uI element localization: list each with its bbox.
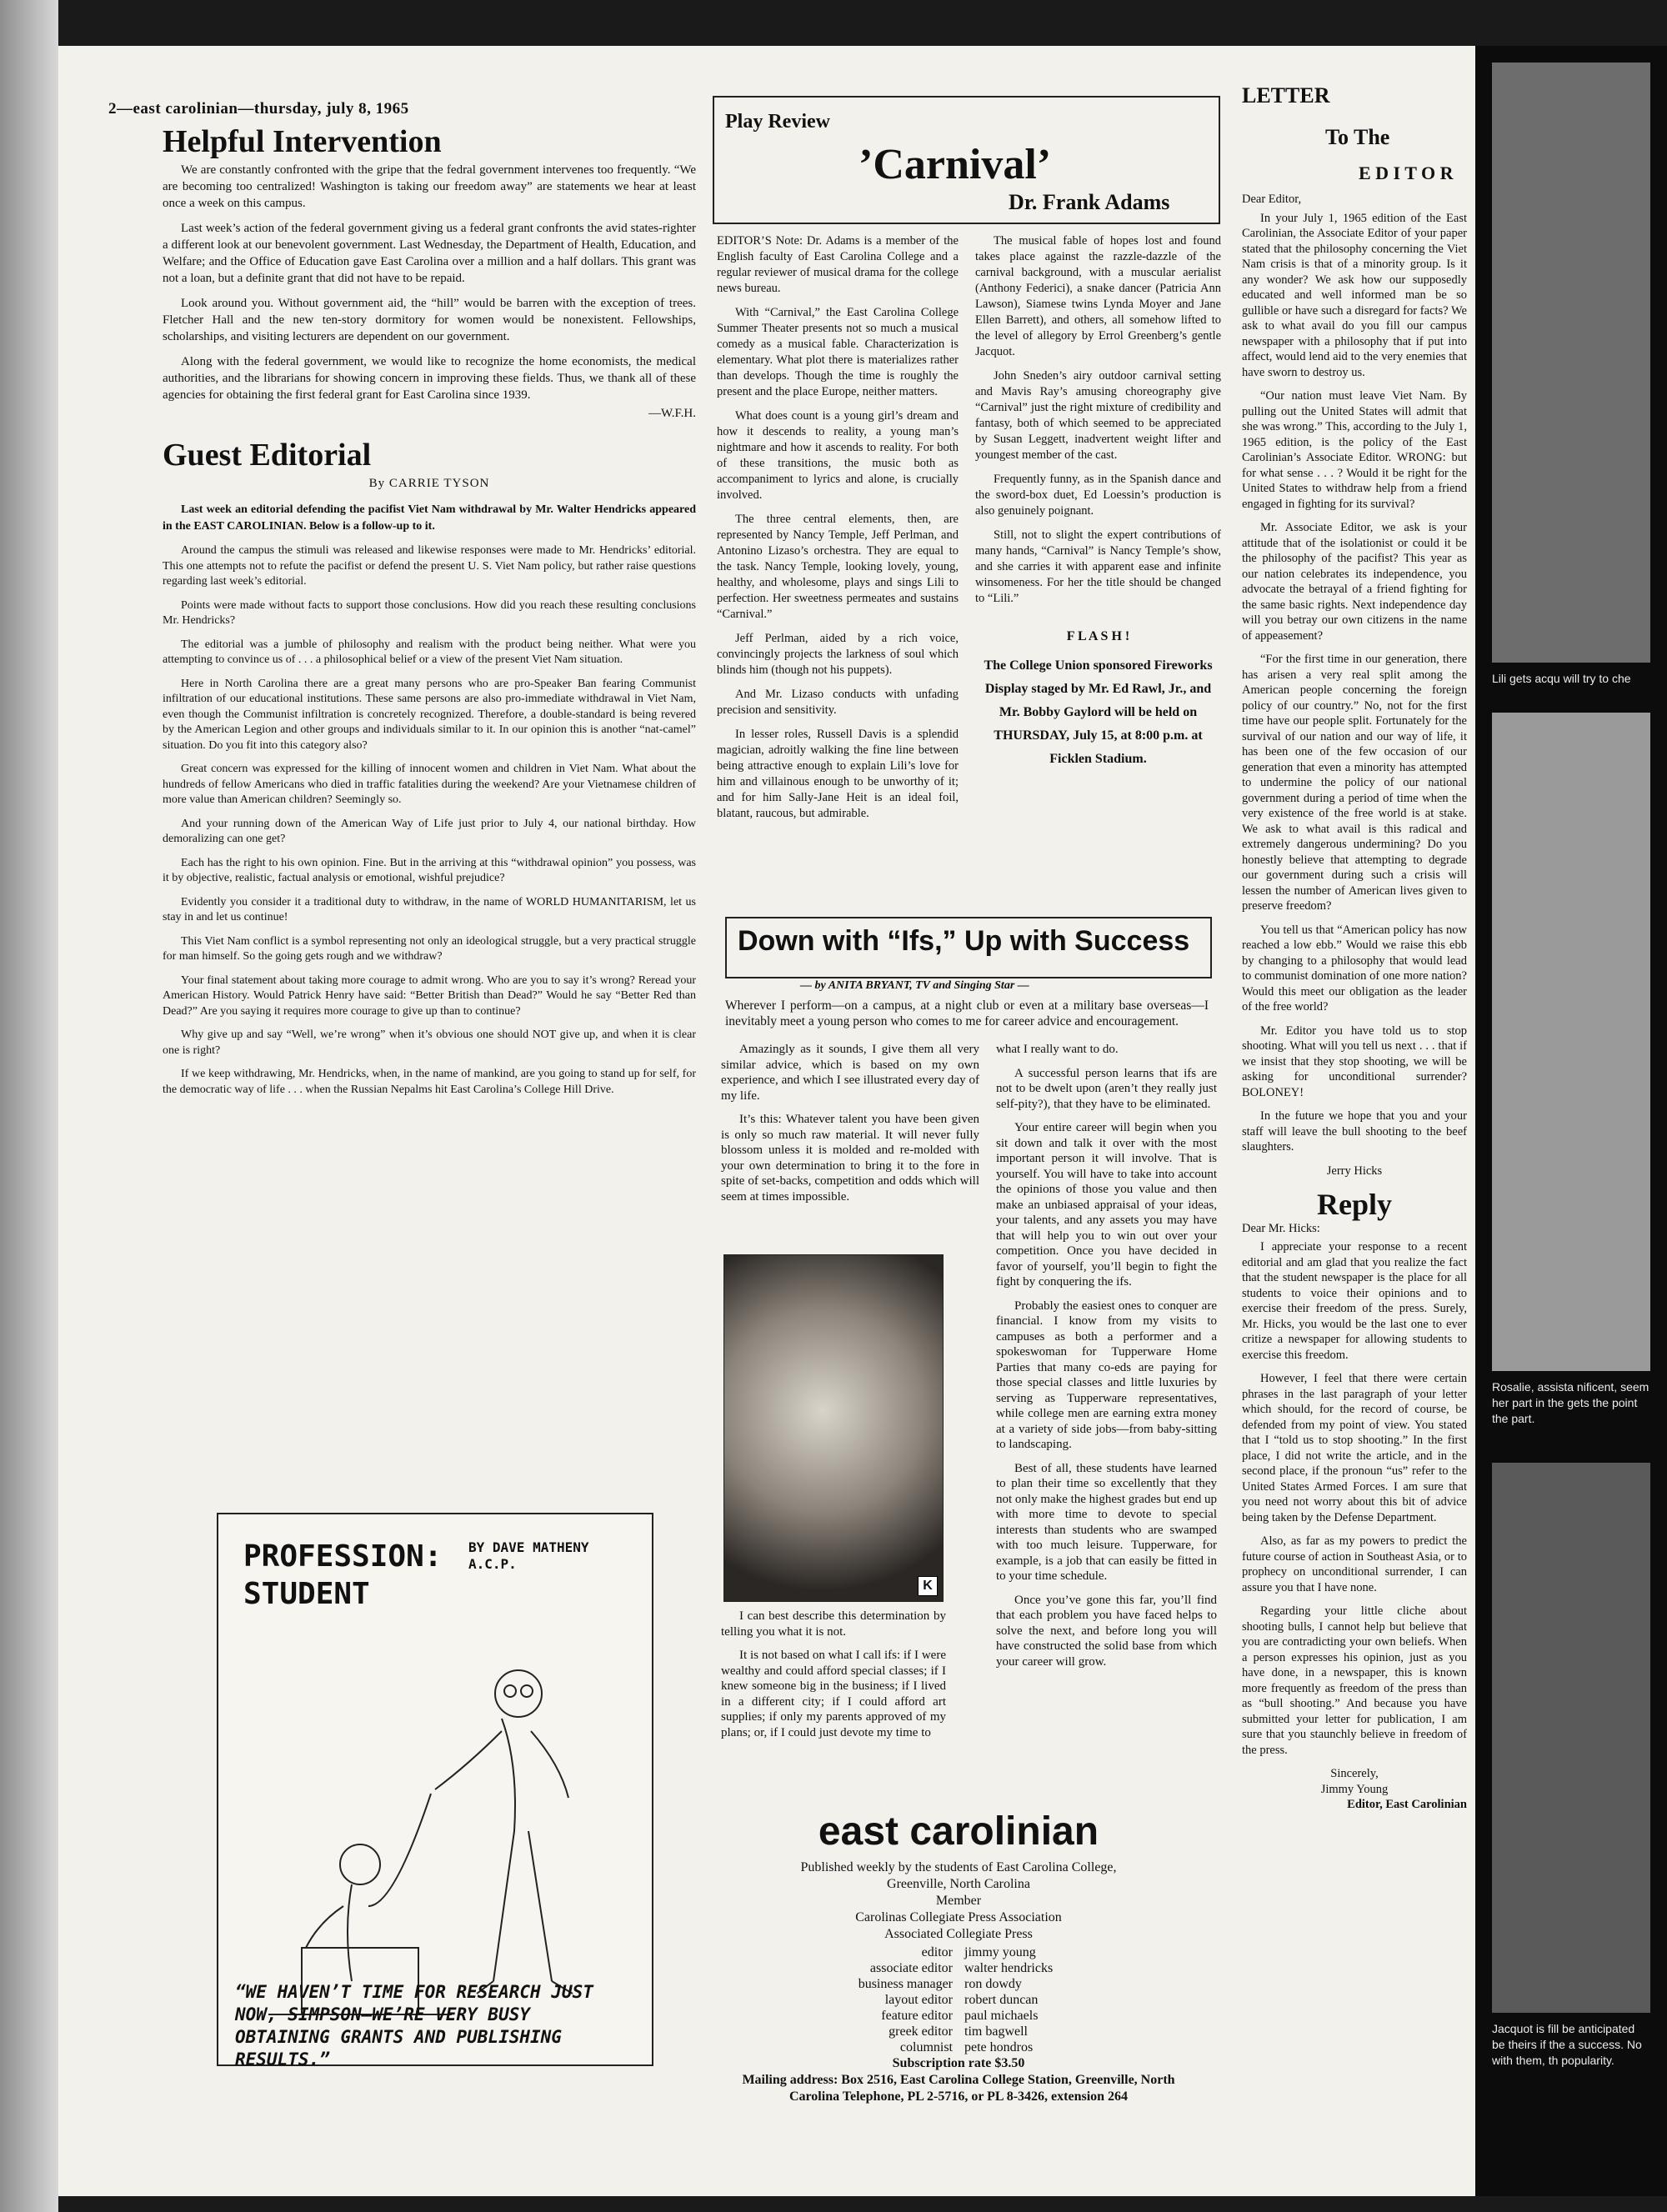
success-column-left	[721, 1042, 979, 1213]
guest-paragraph: Your final statement about taking more courage to admit wrong. Who are you to say it’s wrong? Reread your American History. Would Patrick Henry have said: “Better British than Dead?” Would he say “Better Red than Dead?” Are you saying it requires more courage to give up than to continue?	[163, 973, 696, 1018]
letter-salutation: Dear Editor,	[1242, 193, 1302, 206]
masthead-pub-line: Published weekly by the students of East Carolina College,	[800, 1860, 1117, 1874]
adjacent-page-strip	[1475, 46, 1667, 2196]
play-paragraph: Jeff Perlman, aided by a rich voice, convincingly projects the larkness of soul which blinds him (though not his puppets).	[717, 632, 959, 677]
letter-paragraph: In the future we hope that you and your staff will leave the bull shooting to the beef slaughters.	[1242, 1109, 1467, 1154]
staff-role: layout editor	[884, 1993, 953, 2007]
letter-paragraph: You tell us that “American policy has now reached a low ebb.” Would we raise this ebb by changing to a philosophy that would lead to communist domination of one more nation? Would this meet our obligation as the leader of the free world?	[1242, 923, 1467, 1013]
success-paragraph: what I really want to do.	[996, 1043, 1119, 1056]
play-paragraph: With “Carnival,” the East Carolina College Summer Theater presents not so much a musical comedy as a musical fable. Characterization is elementary. What plot there is materializes rather than develops. Though the time is roughly the present and the place Europe, neither matters.	[717, 306, 959, 398]
letter-paragraph: In your July 1, 1965 edition of the East Carolinian, the Associate Editor of your paper stated that the philosophy concerning the Viet Nam crisis is that of a minority group. Is it any wonder? We ask how our supposedly educated and well informed man be so gullible or have such a disregard for facts? We ask to what avail do you fill our campus newspaper with a philosophy that if put into affect, would lend aid to the very enemies that have sworn to destroy us.	[1242, 211, 1467, 379]
success-headline: Down with “Ifs,” Up with Success	[738, 925, 1190, 957]
masthead-association: Carolinas Collegiate Press Association	[855, 1910, 1062, 1924]
success-paragraph: Probably the easiest ones to conquer are financial. I know from my visits to campuses as both a performer and a spokeswoman for Tupperware Home Parties that many co-eds are paying for those special classes and little luxuries by serving as Tupperware representatives, while college men are earning extra money at a variety of side jobs—from baby-sitting to landscaping.	[996, 1299, 1217, 1451]
masthead-association: Associated Collegiate Press	[884, 1927, 1033, 1941]
staff-name: robert duncan	[964, 1993, 1039, 2007]
staff-role: business manager	[858, 1977, 953, 1991]
staff-name: tim bagwell	[964, 2024, 1028, 2039]
success-paragraph: Your entire career will begin when you sit down and talk it over with the most important person it will involve. That is yourself. You will have to take into account the opinions of those you value and then make an unbiased appraisal of your ideas, your talents, and any assets you may have that will help you to win out over your competition. Once you have decided in favor of yourself, you’ll begin to fight the fight by conquering the ifs.	[996, 1121, 1217, 1289]
play-paragraph: The musical fable of hopes lost and found takes place against the razzle-dazzle of the carnival background, with a muscular aerialist (Anthony Federici), a snake dancer (Patricia Ann Lawson), Siamese twins Lynda Moyer and Jane Ellen Barrett), and others, all somehow lifted to the level of allegory by Errol Greenberg’s gentle Jacquot.	[975, 234, 1221, 358]
staff-name: jimmy young	[964, 1945, 1036, 1959]
editorial-column	[163, 124, 696, 1106]
play-review-column-left	[717, 233, 959, 830]
adjacent-photo-3	[1492, 1463, 1650, 2013]
guest-paragraph: Here in North Carolina there are a great many persons who are pro-Speaker Ban fearing Communist infiltration of our educational institutions. These same persons are also pro-immediate withdrawal in Viet Nam, even though the Communist infiltration is concretely recognized. Therefore, a double-standard is being revered by the American Legion and other groups and individuals similar to it. In our opinion this is another “nat-camel” situation. Do you fit into this category also?	[163, 677, 696, 752]
helpful-paragraph: We are constantly confronted with the gripe that the fedral government intervenes too frequently. “We are becoming too centralized! Washington is taking our freedom away” are statements we hear at least once a week on this campus.	[163, 163, 696, 210]
reply-paragraph: I appreciate your response to a recent editorial and am glad that you realize the fact that the student newspaper is the place for all students to voice their opinions and to exercise their freedom of the press. Surely, Mr. Hicks, you would be the last one to ever critize a newspaper for allowing students to exercise this freedom.	[1242, 1240, 1467, 1362]
guest-paragraph: Around the campus the stimuli was released and likewise responses were made to Mr. Hendricks’ editorial. This one attempts not to refute the pacifist or defend the present U. S. Viet Nam policy, but rather raise questions regarding last week’s editorial.	[163, 544, 696, 588]
success-paragraph: Amazingly as it sounds, I give them all very similar advice, which is based on my own experience, and which I see illustrated every day of my life.	[721, 1043, 979, 1103]
play-paragraph: Frequently funny, as in the Spanish dance and the sword-box duet, Ed Loessin’s production is also genuinely poignant.	[975, 473, 1221, 518]
cartoon-credit: BY DAVE MATHENY A.C.P.	[468, 1539, 589, 1572]
letter-paragraph: Mr. Editor you have told us to stop shooting. What will you tell us next . . . that if we insist that they stop shooting, we will be asking for unconditional surrender? BOLONEY!	[1242, 1023, 1467, 1099]
staff-name: ron dowdy	[964, 1977, 1022, 1991]
staff-list	[692, 1944, 1225, 2055]
play-review-column-right	[975, 233, 1221, 771]
adjacent-photo-2	[1492, 713, 1650, 1371]
anita-bryant-photo	[723, 1254, 944, 1602]
letter-signature: Jerry Hicks	[1326, 1164, 1383, 1178]
staff-name: walter hendricks	[964, 1961, 1054, 1975]
guest-paragraph: The editorial was a jumble of philosophy and realism with the product being neither. What were you attempting to convince us of . . . a philosophical belief or a view of the present Viet Nam situation.	[163, 638, 696, 666]
letter-headline-2: To The	[1325, 125, 1390, 149]
reply-paragraph: Also, as far as my powers to predict the future course of action in Southeast Asia, or to prophecy on unconditional surrender, I can assure you that I have none.	[1242, 1534, 1467, 1594]
guest-paragraph: This Viet Nam conflict is a symbol representing not only an ideological struggle, but a very practical struggle for man himself. So the going gets rough and we withdraw?	[163, 934, 696, 963]
adjacent-caption-3: Jacquot is fill be anticipated be theirs if the a success. No with them, th popularity.	[1492, 2022, 1642, 2067]
editors-note: EDITOR’S Note: Dr. Adams is a member of the English faculty of East Carolina College and a regular reviewer of musical drama for the college news bureau.	[717, 234, 959, 295]
reply-signature: Jimmy Young	[1320, 1782, 1389, 1796]
success-byline: — by ANITA BRYANT, TV and Singing Star —	[800, 979, 1029, 992]
play-paragraph: Still, not to slight the expert contributions of many hands, “Carnival” is Nancy Temple’s show, and she carries it with apparent ease and infinite winsomeness. For her the title should be changed to “Lili.”	[975, 528, 1221, 605]
success-paragraph: I can best describe this determination by telling you what it is not.	[721, 1609, 946, 1639]
guest-byline: By CARRIE TYSON	[368, 477, 490, 490]
play-paragraph: And Mr. Lizaso conducts with unfading precision and sensitivity.	[717, 688, 959, 717]
success-paragraph: A successful person learns that ifs are not to be dwelt upon (aren’t they really just self-pity?), that they have to be eliminated.	[996, 1066, 1217, 1111]
staff-name: paul michaels	[964, 2009, 1039, 2023]
success-paragraph: Best of all, these students have learned to plan their time so excellently that they not only make the highest grades but end up with more time to devote to special interests than students who are swamped with too much leisure. Tupperware, for example, is a job that can easily be fitted in to your time schedule.	[996, 1461, 1217, 1583]
play-paragraph: John Sneden’s airy outdoor carnival setting and Mavis Ray’s amusing choreography give “Carnival” just the right mixture of credibility and fantasy, both of which seemed to be appreciated by Susan Leggett, inadvertent weight lifter and youngest member of the cast.	[975, 369, 1221, 462]
letter-paragraph: “For the first time in our generation, there has arisen a very real split among the American people concerning the foreign policy of our country.” No, not for the first time have our people split. Fortunately for the survival of our nation and our way of life, it has been one of the few occasion of our generation that even a minority has attempted to undermine the policy of our national government during a period of time when the very existence of the free world is at stake. We ask to what avail is this radical and extremely dangerous undermining? Do you honestly believe that attempting to degrade our government during such a crisis will lessen the number of American lives given to preserve freedom?	[1242, 653, 1467, 913]
play-paragraph: In lesser roles, Russell Davis is a splendid magician, adroitly walking the fine line between being attractive enough to explain Lili’s love for him and villainous enough to be unworthy of it; and for him Sally-Jane Heit is an ideal foil, blatant, raucous, but admirable.	[717, 728, 959, 820]
reply-paragraph: Regarding your little cliche about shooting bulls, I cannot help but believe that you are contradicting your own beliefs. When a person expresses his opinion, just as you have done, in a newspaper, this is known more frequently as freedom of the press than as “bull shooting.” And because you have submitted your letter for publication, I am sure that you staunchly believe in freedom of the press.	[1242, 1604, 1467, 1757]
guest-intro: Last week an editorial defending the pacifist Viet Nam withdrawal by Mr. Walter Hendricks appeared in the EAST CAROLINIAN. Below is a follow-up to it.	[163, 503, 696, 533]
adjacent-caption-1: Lili gets acqu will try to che	[1492, 672, 1631, 685]
reply-paragraph: However, I feel that there were certain phrases in the last paragraph of your letter which should, for the record of course, be defended from my point of view. You stated that I “told us to stop shooting.” In the first place, I did not write the article, and in the second place, if the pronoun “us” refer to the United States Armed Forces. I am sure that you need not worry about this bit of advice being taken by the Defense Department.	[1242, 1372, 1467, 1524]
staff-role: columnist	[899, 2040, 953, 2054]
masthead-member: Member	[935, 1894, 982, 1908]
reply-closing: Sincerely,	[1330, 1767, 1379, 1780]
flash-headline: F L A S H !	[1066, 629, 1130, 643]
adjacent-photo-1	[1492, 63, 1650, 663]
carnival-headline: ’Carnival’	[859, 141, 1052, 188]
guest-paragraph: And your running down of the American Way of Life just prior to July 4, our national birthday. How demoralizing can one get?	[163, 817, 696, 845]
staff-role: editor	[921, 1945, 953, 1959]
play-review-kicker: Play Review	[725, 111, 830, 133]
helpful-signature: —W.F.H.	[648, 407, 696, 420]
success-lead: Wherever I perform—on a campus, at a night club or even at a military base overseas—I inevitably meet a young person who comes to me for career advice and encouragement.	[725, 998, 1209, 1028]
guest-paragraph: Each has the right to his own opinion. Fine. But in the arriving at this “withdrawal opinion” you possess, was it by objective, realistic, factual analysis or emotional, wishful prejudice?	[163, 856, 696, 884]
guest-paragraph: Why give up and say “Well, we’re wrong” when it’s obvious one should NOT give up, and when it is clear one is right?	[163, 1028, 696, 1057]
letter-paragraph: Mr. Associate Editor, we ask is your attitude that of the isolationist or could it be the philosophy of the pacifist? This year as our nation celebrates its independence, you advocate the betrayal of a friend fighting for the same basic rights. Next independence day will you betray our own citizens in the name of appeasement?	[1242, 521, 1467, 643]
guest-paragraph: Points were made without facts to support those conclusions. How did you reach these resulting conclusions Mr. Hendricks?	[163, 598, 696, 627]
flash-notice: The College Union sponsored Fireworks Display staged by Mr. Ed Rawl, Jr., and Mr. Bobby Gaylord will be held on THURSDAY, July 15, at 8:00 p.m. at Ficklen Stadium.	[984, 658, 1213, 766]
cartoon-title-2: STUDENT	[243, 1577, 370, 1611]
cartoon-title-1: PROFESSION:	[243, 1539, 443, 1574]
book-spine	[0, 0, 58, 2212]
success-paragraph: Once you’ve gone this far, you’ll find that each problem you have faced helps to solve the next, and before long you will have constructed the solid base from which your career will grow.	[996, 1593, 1217, 1669]
masthead-title: east carolinian	[818, 1809, 1099, 1854]
reply-headline: Reply	[1317, 1188, 1392, 1221]
letter-column	[1242, 192, 1467, 1813]
letter-paragraph: “Our nation must leave Viet Nam. By pulling out the United States will admit that she was wrong.” This, according to the July 1, 1965 edition, is the policy of the East Carolinian’s Associate Editor. WRONG: but for what sense . . . ? Would it be right for the United States to withdraw help from a friend engaged in fighting for its survival?	[1242, 389, 1467, 511]
guest-editorial-headline: Guest Editorial	[163, 438, 372, 473]
guest-paragraph: If we keep withdrawing, Mr. Hendricks, when, in the name of mankind, are you going to stand up for self, for the democratic way of life . . . when the Russian Nepalms hit East Carolina’s College Hill Drive.	[163, 1068, 696, 1096]
editorial-cartoon	[217, 1513, 653, 2069]
play-paragraph: The three central elements, then, are represented by Nancy Temple, Jeff Perlman, and Antonino Lizaso’s orchestra. They are equal to the task. Nancy Temple, looking lovely, young, healthy, and wholesome, plays and sings Lili to perfection. Her sweetness permeates and sustains “Carnival.”	[717, 513, 959, 621]
letter-headline-3: E D I T O R	[1359, 163, 1454, 183]
mailing-address: Mailing address: Box 2516, East Carolina College Station, Greenville, North	[742, 2073, 1175, 2087]
photo-credit-badge: K	[918, 1576, 938, 1596]
reply-salutation: Dear Mr. Hicks:	[1242, 1221, 1320, 1235]
guest-paragraph: Evidently you consider it a traditional duty to withdraw, in the name of WORLD HUMANITARISM, let us stay in and let us continue!	[163, 895, 696, 923]
mailing-address: Carolina Telephone, PL 2-5716, or PL 8-3426, extension 264	[788, 2089, 1129, 2104]
success-paragraph: It’s this: Whatever talent you have been given is only so much raw material. It will never fully blossom unless it is molded and re-molded with your own determination to bring it to the fore in spite of set-backs, competition and odds which will seem at times impossible.	[721, 1113, 979, 1204]
success-paragraph: It is not based on what I call ifs: if I were wealthy and could afford special classes; if I knew someone big in the business; if I lived in a different city; if I could afford art supplies; if only my parents approved of my plans; or, if I could just devote my time to	[721, 1649, 946, 1739]
success-column-left-lower	[721, 1609, 946, 1749]
staff-role: greek editor	[889, 2024, 953, 2039]
letter-headline-1: LETTER	[1242, 83, 1330, 108]
play-review-byline: Dr. Frank Adams	[1009, 190, 1170, 214]
staff-name: pete hondros	[964, 2040, 1034, 2054]
helpful-paragraph: Along with the federal government, we would like to recognize the home economists, the medical authorities, and the librarians for showing concern in improving these fields. Thus, we thank all of these agencies for obtaining the first federal grant for East Carolina since 1939.	[163, 355, 696, 402]
staff-role: associate editor	[869, 1961, 953, 1975]
masthead-pub-line: Greenville, North Carolina	[887, 1877, 1030, 1891]
guest-paragraph: Great concern was expressed for the killing of innocent women and children in Viet Nam. What about the hundreds of fellow Americans who died in traffic fatalities during the weekend? Are your Vietnamese children of more value than American children? Seemingly so.	[163, 763, 696, 806]
helpful-intervention-headline: Helpful Intervention	[163, 124, 442, 159]
helpful-paragraph: Last week’s action of the federal government giving us a federal grant confronts the avid states-righter a different look at our benevolent government. Last Wednesday, the Department of Health, Education, and Welfare; and the Office of Education gave East Carolina over a million and a half dollars. This grant was not a loan, but a definite grant that did not have to be repaid.	[163, 222, 696, 285]
staff-role: feature editor	[881, 2009, 953, 2023]
page-folio: 2—east carolinian—thursday, july 8, 1965	[108, 100, 409, 118]
helpful-paragraph: Look around you. Without government aid, the “hill” would be barren with the exception of trees. Fletcher Hall and the new ten-story dormitory for women would be nonexistent. Fellowships, scholarships, and visiting lecturers are dependent on our government.	[163, 297, 696, 343]
masthead	[692, 1809, 1225, 2105]
subscription-rate: Subscription rate $3.50	[892, 2056, 1025, 2070]
success-column-right	[996, 1042, 1217, 1678]
reply-title: Editor, East Carolinian	[1347, 1798, 1467, 1811]
play-paragraph: What does count is a young girl’s dream and how it descends to reality, a young man’s nightmare and how it ascends to reality. For both of these transitions, the music both as accompaniment to lyrics and alone, is crucially involved.	[717, 409, 959, 502]
cartoon-caption: “WE HAVEN’T TIME FOR RESEARCH JUST NOW, SIMPSON—WE’RE VERY BUSY OBTAINING GRANTS AND PUBLISHING RESULTS.”	[235, 1982, 593, 2069]
adjacent-caption-2: Rosalie, assista nificent, seem her part in the gets the point the part.	[1492, 1380, 1649, 1425]
